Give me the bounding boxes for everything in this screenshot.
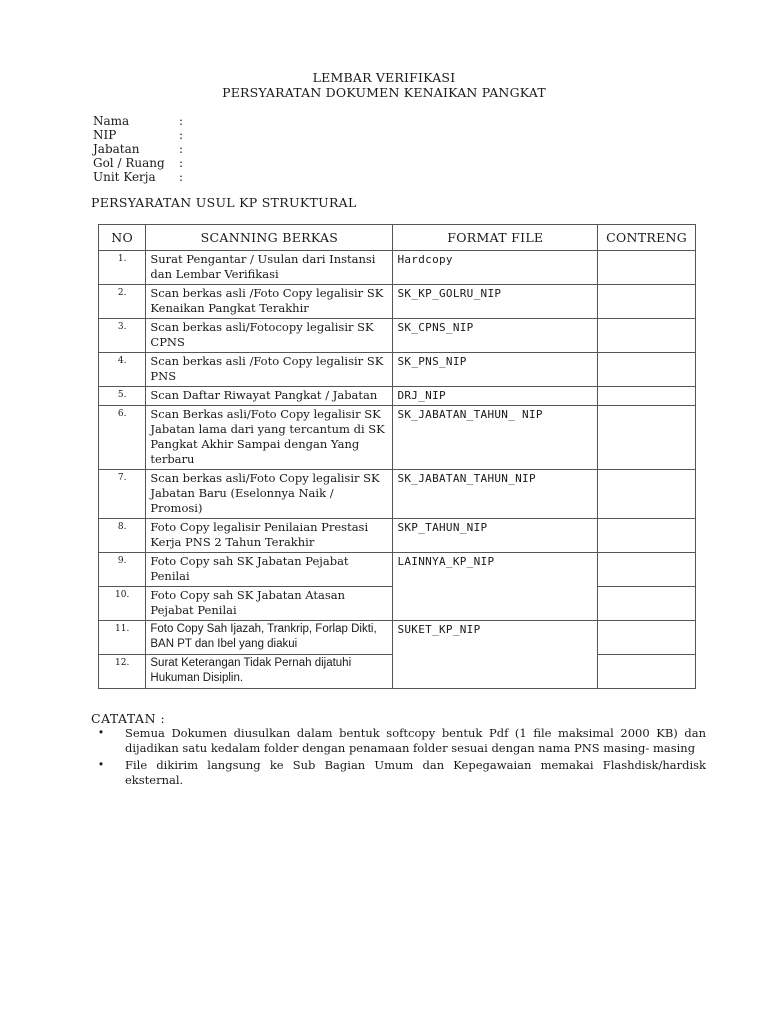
row-format: SUKET_KP_NIP <box>393 621 598 689</box>
notes-heading: CATATAN : <box>91 711 166 726</box>
note-text: File dikirim langsung ke Sub Bagian Umum dan Kepegawaian memakai Flashdisk/hardisk eksternal. <box>125 758 706 787</box>
field-label: Gol / Ruang <box>93 156 165 170</box>
header-scanning-berkas: SCANNING BERKAS <box>146 225 393 251</box>
row-number: 11. <box>99 621 146 655</box>
checkbox-cell[interactable] <box>598 406 696 470</box>
document-subtitle: PERSYARATAN DOKUMEN KENAIKAN PANGKAT <box>222 85 546 100</box>
row-format: SK_CPNS_NIP <box>393 319 598 353</box>
table-row <box>99 319 696 353</box>
row-document: Scan Berkas asli/Foto Copy legalisir SK Jabatan lama dari yang tercantum di SK Pangkat Akhir Sampai dengan Yang terbaru <box>146 406 393 470</box>
field-nama <box>93 114 189 128</box>
checkbox-cell[interactable] <box>598 621 696 655</box>
row-number: 1. <box>99 251 146 285</box>
row-document: Scan berkas asli/Fotocopy legalisir SK CPNS <box>146 319 393 353</box>
table-row <box>99 251 696 285</box>
table-row <box>99 353 696 387</box>
row-number: 7. <box>99 470 146 519</box>
field-label: Nama <box>93 114 130 128</box>
bullet-icon: • <box>99 727 104 739</box>
table-row <box>99 621 696 655</box>
row-number: 5. <box>99 387 146 406</box>
row-number: 12. <box>99 655 146 689</box>
field-label: NIP <box>93 128 117 142</box>
row-document: Scan berkas asli /Foto Copy legalisir SK Kenaikan Pangkat Terakhir <box>146 285 393 319</box>
field-colon: : <box>179 142 184 156</box>
row-number: 10. <box>99 587 146 621</box>
row-format: Hardcopy <box>393 251 598 285</box>
table-row <box>99 470 696 519</box>
row-document: Scan Daftar Riwayat Pangkat / Jabatan <box>146 387 393 406</box>
checkbox-cell[interactable] <box>598 319 696 353</box>
field-colon: : <box>179 170 184 184</box>
row-number: 2. <box>99 285 146 319</box>
field-colon: : <box>179 128 184 142</box>
list-item <box>96 758 706 788</box>
row-number: 3. <box>99 319 146 353</box>
identity-fields <box>93 114 189 184</box>
row-format: LAINNYA_KP_NIP <box>393 553 598 621</box>
row-format: DRJ_NIP <box>393 387 598 406</box>
table-row <box>99 553 696 587</box>
bullet-icon: • <box>99 759 104 771</box>
field-jabatan <box>93 142 189 156</box>
checkbox-cell[interactable] <box>598 553 696 587</box>
checkbox-cell[interactable] <box>598 470 696 519</box>
checkbox-cell[interactable] <box>598 519 696 553</box>
notes-list <box>96 726 706 790</box>
table-header-row <box>99 225 696 251</box>
row-document: Scan berkas asli/Foto Copy legalisir SK Jabatan Baru (Eselonnya Naik / Promosi) <box>146 470 393 519</box>
row-format: SK_KP_GOLRU_NIP <box>393 285 598 319</box>
field-label: Jabatan <box>93 142 140 156</box>
row-document: Surat Pengantar / Usulan dari Instansi dan Lembar Verifikasi <box>146 251 393 285</box>
field-colon: : <box>179 114 184 128</box>
row-format: SKP_TAHUN_NIP <box>393 519 598 553</box>
checkbox-cell[interactable] <box>598 587 696 621</box>
field-colon: : <box>179 156 184 170</box>
header-contreng: CONTRENG <box>598 225 696 251</box>
row-format: SK_JABATAN_TAHUN_ NIP <box>393 406 598 470</box>
row-format: SK_PNS_NIP <box>393 353 598 387</box>
field-label: Unit Kerja <box>93 170 156 184</box>
requirements-table <box>98 224 696 689</box>
section-heading: PERSYARATAN USUL KP STRUKTURAL <box>91 195 357 210</box>
row-number: 6. <box>99 406 146 470</box>
field-nip <box>93 128 189 142</box>
checkbox-cell[interactable] <box>598 285 696 319</box>
row-document: Scan berkas asli /Foto Copy legalisir SK PNS <box>146 353 393 387</box>
header-no: NO <box>99 225 146 251</box>
note-text: Semua Dokumen diusulkan dalam bentuk softcopy bentuk Pdf (1 file maksimal 2000 KB) dan dijadikan satu kedalam folder dengan penamaan folder sesuai dengan nama PNS masing- masing <box>125 726 706 755</box>
row-number: 4. <box>99 353 146 387</box>
row-document: Foto Copy sah SK Jabatan Atasan Pejabat Penilai <box>146 587 393 621</box>
checkbox-cell[interactable] <box>598 387 696 406</box>
row-document: Foto Copy legalisir Penilaian Prestasi Kerja PNS 2 Tahun Terakhir <box>146 519 393 553</box>
row-document: Foto Copy Sah Ijazah, Trankrip, Forlap Dikti, BAN PT dan Ibel yang diakui <box>146 621 393 655</box>
header-format-file: FORMAT FILE <box>393 225 598 251</box>
field-gol-ruang <box>93 156 189 170</box>
list-item <box>96 726 706 756</box>
row-document: Foto Copy sah SK Jabatan Pejabat Penilai <box>146 553 393 587</box>
table-row <box>99 406 696 470</box>
document-title: LEMBAR VERIFIKASI <box>312 70 456 85</box>
row-document: Surat Keterangan Tidak Pernah dijatuhi Hukuman Disiplin. <box>146 655 393 689</box>
row-number: 8. <box>99 519 146 553</box>
row-format: SK_JABATAN_TAHUN_NIP <box>393 470 598 519</box>
checkbox-cell[interactable] <box>598 353 696 387</box>
checkbox-cell[interactable] <box>598 655 696 689</box>
field-unit-kerja <box>93 170 189 184</box>
checkbox-cell[interactable] <box>598 251 696 285</box>
table-row <box>99 519 696 553</box>
table-row <box>99 285 696 319</box>
row-number: 9. <box>99 553 146 587</box>
table-row <box>99 387 696 406</box>
